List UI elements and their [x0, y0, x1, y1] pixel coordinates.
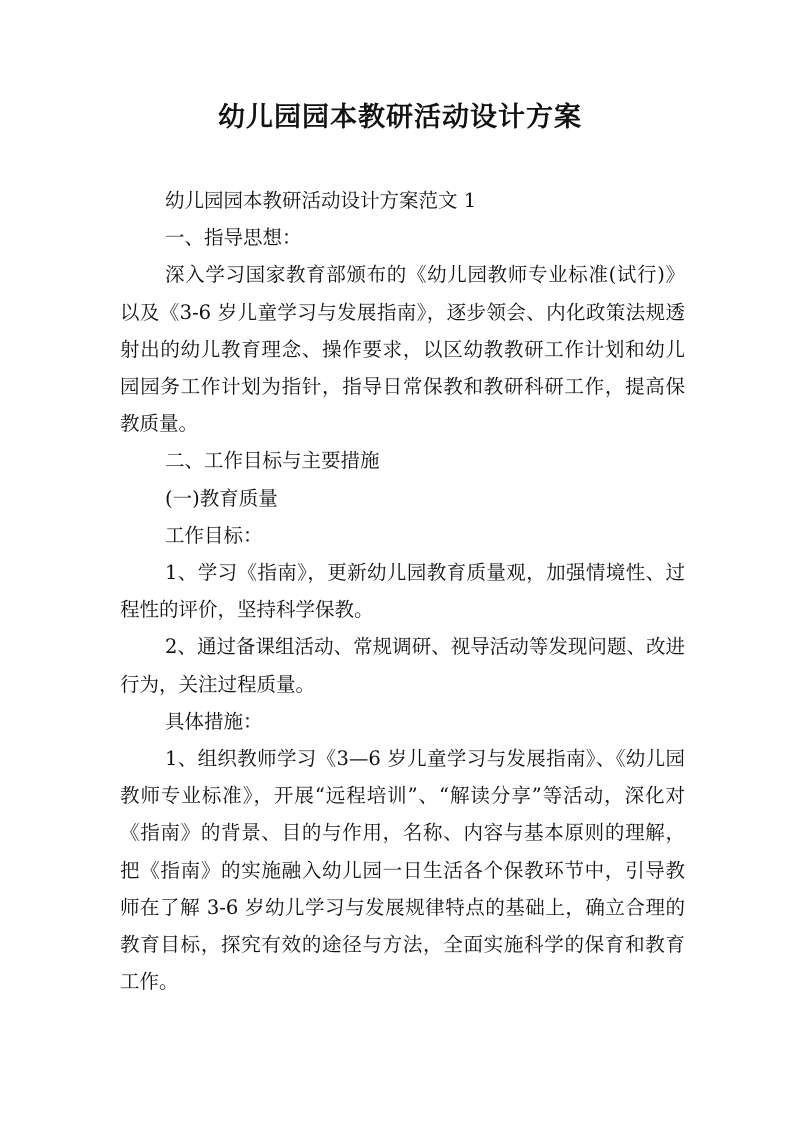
- paragraph-goals-label: 工作目标：: [165, 523, 263, 547]
- paragraph-subtitle: 幼儿园园本教研活动设计方案范文 1: [165, 189, 477, 212]
- paragraph-section-1-heading: 一、指导思想：: [165, 226, 302, 250]
- paragraph-section-2-heading: 二、工作目标与主要措施: [165, 449, 380, 473]
- paragraph-measure-1: 1、组织教师学习《3—6 岁儿童学习与发展指南》、《幼儿园教师专业标准》，开展“远程培训”、“解读分享”等活动，深化对《指南》的背景、目的与作用，名称、内容与基本原则的理解，把《指南》的实施融入幼儿园一日生活各个保教环节中，引导教师在了解 3-6 岁幼儿学习与发展规律特点的基础上，确立合理的教育目标，探究有效的途径与方法，全面实施科学的保育和教育工作。: [120, 747, 685, 994]
- paragraph-goal-1: 1、学习《指南》，更新幼儿园教育质量观，加强情境性、过程性的评价，坚持科学保教。: [120, 561, 685, 622]
- paragraph-goal-2: 2、通过备课组活动、常规调研、视导活动等发现问题、改进行为，关注过程质量。: [120, 635, 685, 696]
- document-title: 幼儿园园本教研活动设计方案: [218, 102, 582, 133]
- paragraph-subsection-heading: (一)教育质量: [165, 486, 278, 510]
- document-body: [120, 182, 685, 1000]
- paragraph-guiding-thought: 深入学习国家教育部颁布的《幼儿园教师专业标准(试行)》以及《3-6 岁儿童学习与发展指南》，逐步领会、内化政策法规透射出的幼儿教育理念、操作要求，以区幼教教研工作计划和幼儿园园务工作计划为指针，指导日常保教和教研科研工作，提高保教质量。: [120, 263, 685, 436]
- paragraph-measures-label: 具体措施：: [165, 709, 263, 733]
